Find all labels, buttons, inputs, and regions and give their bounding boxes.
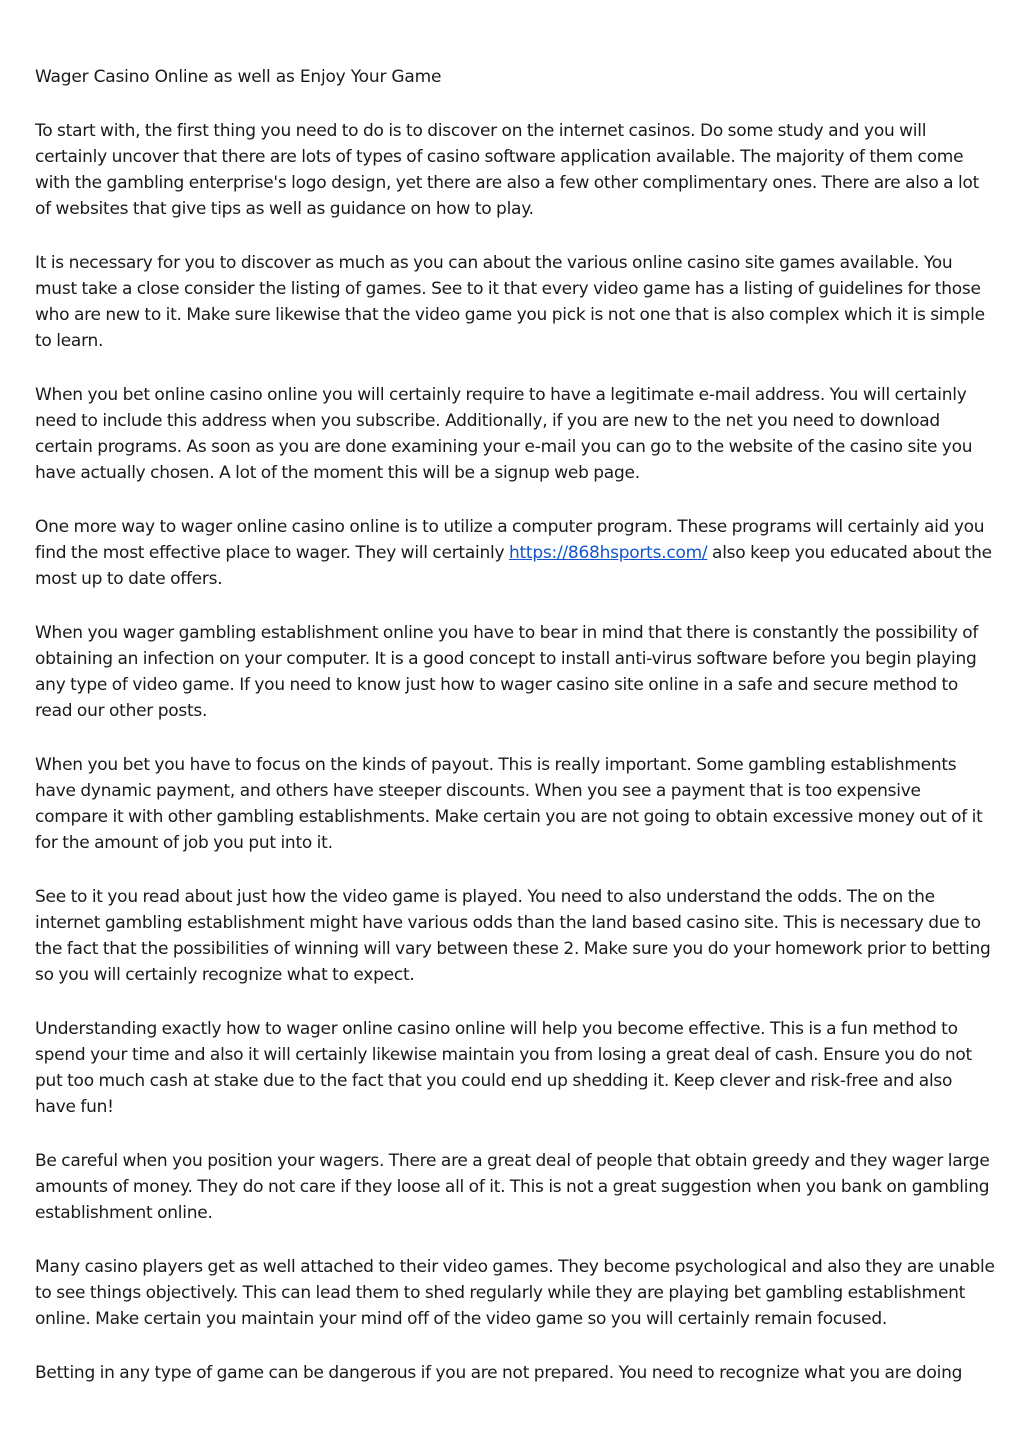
paragraph-7: See to it you read about just how the video game is played. You need to also understand the odds. The on the internet gambling establishment might have various odds than the land based casino site. This is necessary due to the fact that the possibilities of winning will vary between these 2. Make sure you do your homework prior to betting so you will certainly recognize what to expect. [35,887,991,985]
paragraph-5: When you wager gambling establishment online you have to bear in mind that there is constantly the possibility of obtaining an infection on your computer. It is a good concept to install anti-virus software before you begin playing any type of video game. If you need to know just how to wager casino site online in a safe and secure method to read our other posts. [35,623,979,721]
paragraph-4-text-after: also keep you educated about the most up to date offers. [35,543,992,589]
paragraph-4 [35,514,995,592]
paragraph-10: Many casino players get as well attached to their video games. They become psychological and also they are unable to see things objectively. This can lead them to shed regularly while they are playing bet gambling establishment online. Make certain you maintain your mind off of the video game so you will certainly remain focused. [35,1257,995,1329]
paragraph-8: Understanding exactly how to wager online casino online will help you become effective. This is a fun method to spend your time and also it will certainly likewise maintain you from losing a great deal of cash. Ensure you do not put too much cash at stake due to the fact that you could end up shedding it. Keep clever and risk-free and also have fun! [35,1019,972,1117]
paragraph-9: Be careful when you position your wagers. There are a great deal of people that obtain greedy and they wager large amounts of money. They do not care if they loose all of it. This is not a great suggestion when you bank on gambling establishment online. [35,1151,990,1223]
document-page [35,64,995,1414]
paragraph-1: To start with, the first thing you need to do is to discover on the internet casinos. Do some study and you will certainly uncover that there are lots of types of casino software application available. The majority of them come with the gambling enterprise's logo design, yet there are also a few other complimentary ones. There are also a lot of websites that give tips as well as guidance on how to play. [35,121,980,219]
external-link[interactable]: https://868hsports.com/ [508,543,708,563]
document-title: Wager Casino Online as well as Enjoy Your Game [35,67,442,87]
paragraph-2: It is necessary for you to discover as much as you can about the various online casino site games available. You must take a close consider the listing of games. See to it that every video game has a listing of guidelines for those who are new to it. Make sure likewise that the video game you pick is not one that is also complex which it is simple to learn. [35,253,985,351]
paragraph-6: When you bet you have to focus on the kinds of payout. This is really important. Some gambling establishments have dynamic payment, and others have steeper discounts. When you see a payment that is too expensive compare it with other gambling establishments. Make certain you are not going to obtain excessive money out of it for the amount of job you put into it. [35,755,983,853]
paragraph-4-text-before: One more way to wager online casino online is to utilize a computer program. These programs will certainly aid you find the most effective place to wager. They will certainly [35,517,985,563]
paragraph-11: Betting in any type of game can be dangerous if you are not prepared. You need to recognize what you are doing [35,1363,963,1383]
paragraph-3: When you bet online casino online you will certainly require to have a legitimate e-mail address. You will certainly need to include this address when you subscribe. Additionally, if you are new to the net you need to download certain programs. As soon as you are done examining your e-mail you can go to the website of the casino site you have actually chosen. A lot of the moment this will be a signup web page. [35,385,973,483]
